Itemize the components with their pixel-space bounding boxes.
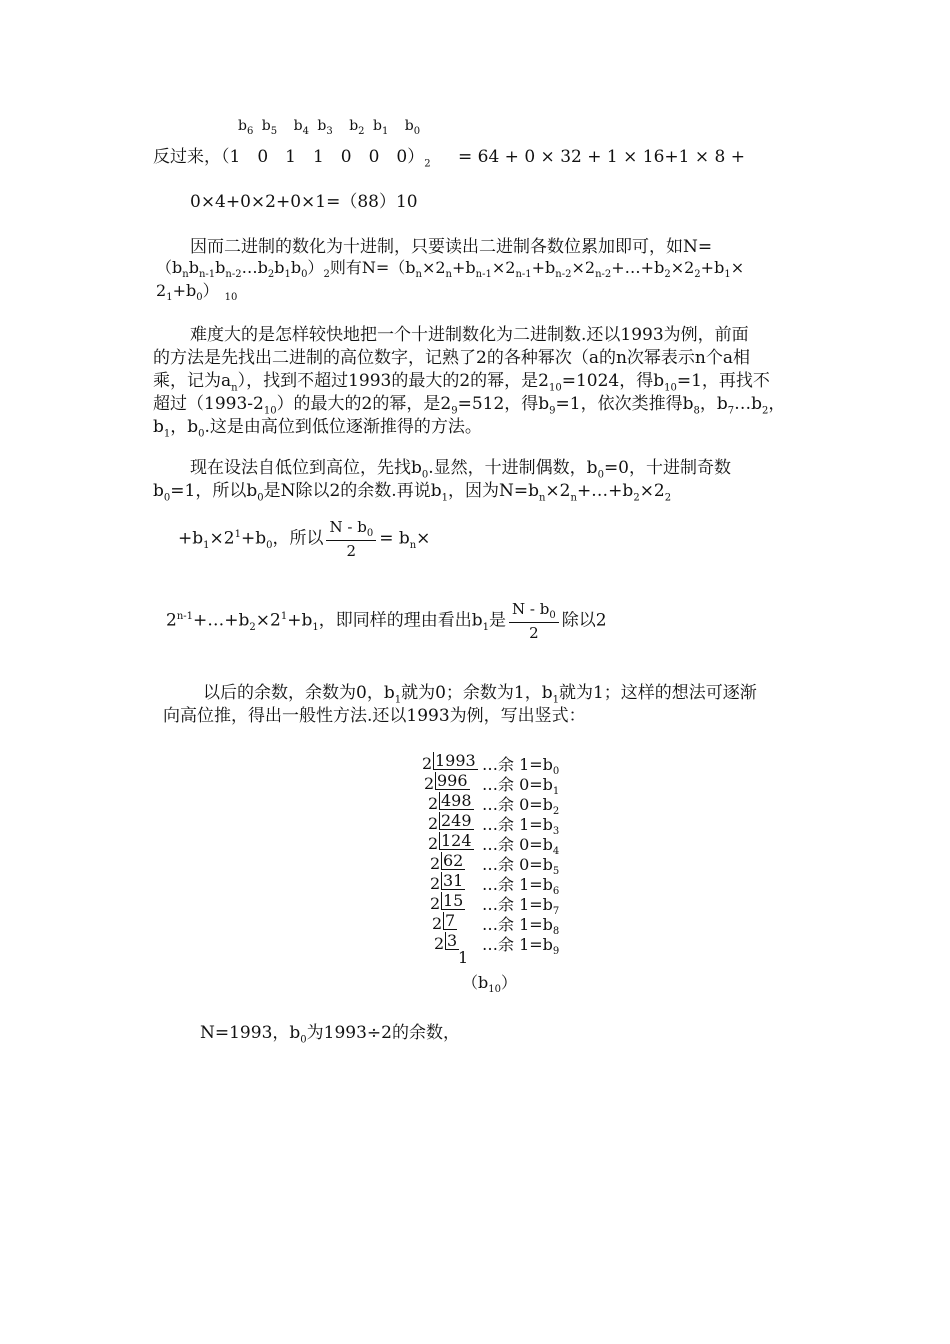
division-row (420, 851, 600, 878)
remainder: …余 $0=b_1$ (482, 775, 560, 798)
quotient: 124 (441, 831, 472, 850)
bit-label: $b_1$ (372, 118, 389, 137)
para4-line1: 以后的余数，余数为0，$b_1$就为0；余数为1，$b_1$就为1；这样的想法可逐渐 (203, 683, 757, 706)
expansion-line-2: 0×4+0×2+0×1=（88）10 (190, 192, 418, 212)
quotient: 7 (445, 911, 456, 930)
bit-label: $b_0$ (404, 118, 421, 137)
remainder: …余 $1=b_8$ (482, 915, 560, 938)
final-bit: $(b_{10})$ (462, 973, 517, 996)
formula-2: $2^{n-1}+\dots+b_2\times 2^1+b_1$，即同样的理由看出$b_1$是 $\frac{N - b_0}{2}$ 除以2 (166, 600, 607, 642)
fraction: $\frac{N - b_0}{2}$ (326, 518, 376, 560)
para1-line1: 因而二进制的数化为十进制，只要读出二进制各数位累加即可，如N= (190, 237, 713, 257)
division-row (420, 891, 600, 918)
divisor: 2 (430, 894, 441, 913)
bit-label: $b_5$ (261, 118, 278, 137)
para3-line1: 现在设法自低位到高位，先找$b_0$.显然，十进制偶数，$b_0=0$，十进制奇数 (190, 458, 731, 481)
long-division (420, 752, 600, 997)
division-row (420, 751, 600, 778)
division-row (420, 931, 600, 958)
divisor: 2 (434, 934, 445, 953)
quotient: 996 (437, 771, 468, 790)
para2-line5: $b_1$，$b_0$.这是由高位到低位逐渐推得的方法。 (153, 417, 482, 440)
base: 2 (424, 158, 431, 170)
last-line: N=1993，$b_0$为1993÷2的余数， (200, 1023, 460, 1046)
division-row (420, 911, 600, 938)
expansion: = 64 + 0 × 32 + 1 × 16+1 × 8 + (458, 147, 745, 167)
quotient: 498 (441, 791, 472, 810)
remainder: …余 $1=b_6$ (482, 875, 560, 898)
remainder: …余 $1=b_0$ (482, 755, 560, 778)
quotient: 1993 (435, 751, 476, 770)
para3-line2: $b_0=1$，所以$b_0$是N除以2的余数.再说$b_1$，因为$N=b_n\times 2_n+\dots+b_2\times 2_2$ (153, 481, 672, 504)
final-quotient: 1 (458, 948, 469, 967)
remainder: …余 $0=b_2$ (482, 795, 560, 818)
fraction: $\frac{N - b_0}{2}$ (509, 600, 559, 642)
bit-label: $b_6$ (238, 118, 254, 137)
divisor: 2 (430, 854, 441, 873)
quotient: 249 (441, 811, 472, 830)
division-row (420, 811, 600, 838)
divisor: 2 (428, 794, 439, 813)
divisor: 2 (428, 834, 439, 853)
text: 反过来， (153, 147, 221, 167)
divisor: 2 (432, 914, 443, 933)
division-row (420, 771, 600, 798)
remainder: …余 $1=b_9$ (482, 935, 560, 958)
bit-labels-row (238, 118, 420, 137)
bit-label: $b_2$ (349, 118, 365, 137)
division-row (420, 791, 600, 818)
divisor: 2 (428, 814, 439, 833)
divisor: 2 (422, 754, 433, 773)
para2-line4: 超过$(1993-2_{10})$的最大的2的幂，是$2_9=512$，得$b_9=1$，依次类推得$b_8$，$b_7\dots b_2$， (153, 394, 786, 417)
division-row (420, 871, 600, 898)
para1-line3: $2_1+b_0$） $_{10}$ (156, 281, 238, 304)
quotient: 15 (443, 891, 464, 910)
binary-digits: （1 0 1 1 0 0 0） (221, 147, 425, 167)
divisor: 2 (424, 774, 435, 793)
remainder: …余 $1=b_3$ (482, 815, 560, 838)
para2-line1: 难度大的是怎样较快地把一个十进制数化为二进制数.还以1993为例，前面 (190, 325, 749, 345)
remainder: …余 $1=b_7$ (482, 895, 560, 918)
para2-line3: 乘，记为$a_n$），找到不超过1993的最大的2的幂，是$2_{10}=1024$，得$b_{10}=1$，再找不 (153, 371, 770, 394)
divisor: 2 (430, 874, 441, 893)
formula-1: $+b_1\times 2^1+b_0$，所以 $\frac{N - b_0}{2}$ = $b_n\times$ (178, 518, 431, 560)
para1-line2: $(b_nb_{n-1}b_{n-2}\dots b_2b_1b_0)_2$则有$N=(b_n\times 2_n+b_{n-1}\times 2_{n-1}+b_{n-2}\times 2_{n-2}+\dots+b_2\times 2_2+b_1\times$ (156, 258, 745, 281)
division-row (420, 831, 600, 858)
bit-label: $b_4$ (293, 118, 309, 137)
bit-label: $b_3$ (317, 118, 333, 137)
quotient: 31 (443, 871, 464, 890)
quotient: 62 (443, 851, 464, 870)
remainder: …余 $0=b_4$ (482, 835, 560, 858)
quotient: 3 (447, 931, 458, 950)
remainder: …余 $0=b_5$ (482, 855, 560, 878)
para4-line2: 向高位推，得出一般性方法.还以1993为例，写出竖式： (163, 706, 586, 726)
para2-line2: 的方法是先找出二进制的高位数字，记熟了2的各种幂次（a的n次幂表示n个a相 (153, 348, 750, 368)
binary-to-decimal-line (153, 142, 745, 169)
